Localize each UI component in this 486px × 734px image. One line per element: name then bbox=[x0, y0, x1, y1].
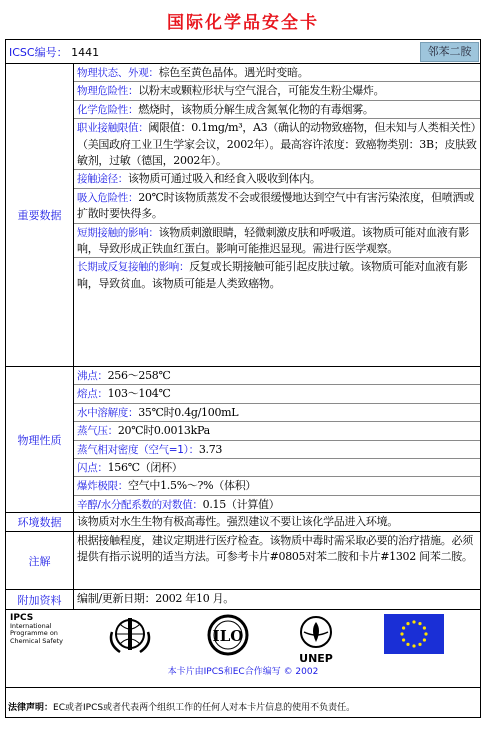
property-value: 0.15（计算值） bbox=[202, 497, 280, 511]
property-line bbox=[74, 119, 480, 170]
property-key: 职业接触限值： bbox=[77, 122, 149, 135]
important-data-section bbox=[6, 64, 480, 367]
svg-text:ILO: ILO bbox=[212, 627, 244, 645]
property-line bbox=[74, 496, 480, 513]
ipcs-logo-text: IPCS International Programme on Chemical Safety bbox=[10, 613, 64, 645]
property-value: 35℃时0.4g/100mL bbox=[138, 405, 239, 419]
property-line bbox=[74, 189, 480, 224]
section-label: 环境数据 bbox=[6, 513, 74, 531]
property-key: 水中溶解度： bbox=[77, 406, 139, 419]
property-key: 物理状态、外观： bbox=[77, 67, 159, 79]
credit-line: 本卡片由IPCS和EC合作编写 © 2002 bbox=[167, 667, 319, 677]
safety-card bbox=[5, 39, 481, 718]
property-value: 燃烧时，该物质分解生成含氮氧化物的有毒烟雾。 bbox=[138, 102, 374, 116]
property-key: 爆炸极限： bbox=[77, 480, 128, 493]
section-label: 重要数据 bbox=[6, 64, 74, 366]
svg-text:UNEP: UNEP bbox=[299, 652, 333, 665]
property-key: 化学危险性： bbox=[77, 103, 139, 116]
physical-properties-section bbox=[6, 367, 480, 513]
property-value: 反复或长期接触可能引起皮肤过敏。该物质可能对血液有影响，导致贫血。该物质可能是人类致癌物。 bbox=[77, 260, 468, 290]
eu-flag-icon bbox=[384, 614, 444, 654]
card-title: 国际化学品安全卡 bbox=[167, 13, 319, 33]
property-value: 该物质刺激眼睛，轻微刺激皮肤和呼吸道。该物质可能对血液有影响，导致形成正铁血红蛋白。影响可能推迟显现。需进行医学观察。 bbox=[77, 225, 469, 256]
property-value: 256～258℃ bbox=[107, 369, 171, 382]
icsc-label: ICSC编号： bbox=[9, 46, 68, 59]
property-value: 以粉末或颗粒形状与空气混合，可能发生粉尘爆炸。 bbox=[138, 84, 385, 98]
property-value: 103～104℃ bbox=[107, 387, 171, 401]
property-key: 接触途径： bbox=[77, 173, 128, 186]
disclaimer bbox=[5, 696, 481, 718]
notes-text: 根据接触程度，建议定期进行医疗检查。该物质中毒时需采取必要的治疗措施。必须提供有指示说明的适当方法。可参考卡片#0805对苯二胺和卡片#1302 间苯二胺。 bbox=[77, 534, 473, 564]
property-value: 棕色至黄色晶体。遇光时变暗。 bbox=[158, 66, 309, 79]
card-header bbox=[6, 40, 480, 64]
property-key: 沸点： bbox=[77, 370, 108, 382]
property-line bbox=[74, 64, 480, 82]
property-line bbox=[74, 404, 480, 422]
property-line bbox=[74, 101, 480, 119]
property-line bbox=[74, 170, 480, 188]
property-value: 3.73 bbox=[198, 442, 223, 456]
environment-section bbox=[6, 513, 480, 532]
property-key: 熔点： bbox=[77, 388, 108, 401]
property-key: 短期接触的影响： bbox=[77, 226, 159, 239]
property-value: 阈限值：0.1mg/m³，A3（确认的动物致癌物，但未知与人类相关性）（美国政府工业卫生学家会议，2002年）。最高容许浓度：致癌物类别：3B；皮肤致敏剂，过敏（德国，2002年）。 bbox=[77, 121, 477, 168]
icsc-value: 1441 bbox=[71, 46, 100, 59]
who-logo-icon bbox=[106, 614, 154, 658]
section-label: 附加资料 bbox=[6, 590, 74, 609]
disclaimer-label: 法律声明： bbox=[8, 703, 54, 713]
property-key: 辛醇/水分配系数的对数值： bbox=[77, 498, 203, 511]
property-key: 蒸气相对密度（空气=1）： bbox=[77, 443, 199, 456]
property-line bbox=[74, 82, 480, 100]
icsc-number bbox=[9, 44, 99, 60]
property-key: 吸入危险性： bbox=[77, 191, 139, 204]
property-value: 该物质可通过吸入和经食入吸收到体内。 bbox=[128, 172, 321, 186]
property-line bbox=[74, 422, 480, 440]
property-key: 长期或反复接触的影响： bbox=[77, 261, 190, 274]
property-line bbox=[74, 367, 480, 385]
property-key: 物理危险性： bbox=[77, 85, 139, 98]
property-value: 20℃时0.0013kPa bbox=[117, 424, 210, 438]
property-line bbox=[74, 459, 480, 477]
property-line bbox=[74, 224, 480, 259]
property-key: 闪点： bbox=[77, 462, 108, 475]
important-data-content bbox=[74, 64, 480, 366]
property-line bbox=[74, 385, 480, 403]
logo-footer bbox=[6, 610, 480, 688]
property-value: 156℃（闭杯） bbox=[107, 461, 183, 475]
section-label: 物理性质 bbox=[6, 367, 74, 512]
property-value: 空气中1.5%～?%（体积） bbox=[128, 479, 257, 493]
property-line bbox=[74, 477, 480, 495]
section-label: 注解 bbox=[6, 532, 74, 589]
additional-section bbox=[6, 590, 480, 610]
disclaimer-text: EC或者IPCS或者代表两个组织工作的任何人对本卡片信息的使用不负责任。 bbox=[53, 703, 356, 713]
unep-logo-icon bbox=[292, 614, 340, 666]
property-line bbox=[74, 441, 480, 459]
additional-text: 编制/更新日期：2002 年10 月。 bbox=[77, 592, 234, 605]
chemical-name: 邻苯二胺 bbox=[420, 42, 479, 62]
physical-properties-content bbox=[74, 367, 480, 512]
property-value: 20℃时该物质蒸发不会或很缓慢地达到空气中有害污染浓度，但喷洒或扩散时要快得多。 bbox=[77, 190, 474, 221]
property-line bbox=[74, 258, 480, 292]
notes-section bbox=[6, 532, 480, 590]
environment-text: 该物质对水生生物有极高毒性。强烈建议不要让该化学品进入环境。 bbox=[77, 515, 398, 528]
ilo-logo-icon bbox=[202, 614, 254, 658]
property-key: 蒸气压： bbox=[77, 425, 118, 438]
